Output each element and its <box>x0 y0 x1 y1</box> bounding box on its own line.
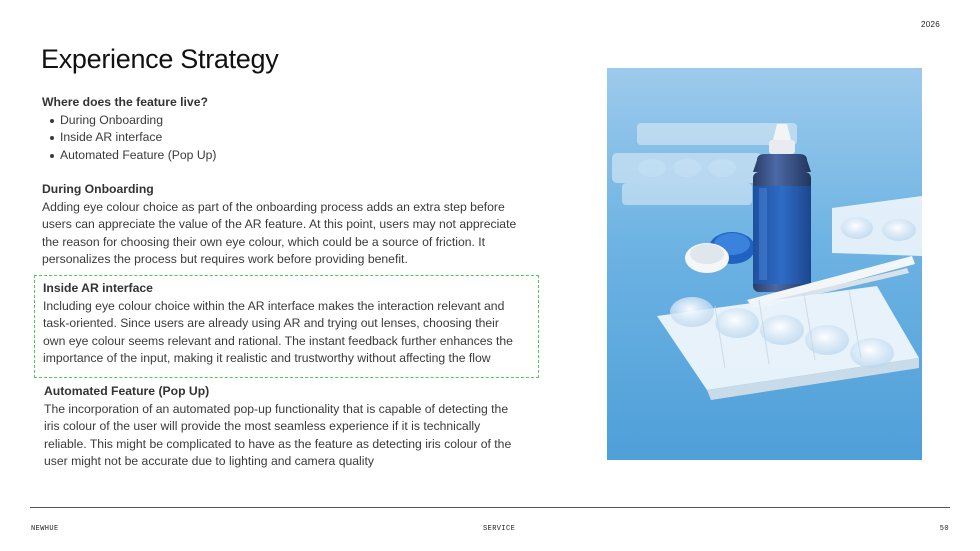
list-item: Inside AR interface <box>49 129 532 147</box>
footer-divider <box>30 507 950 508</box>
section-line: personalizes the process but requires work before providing benefit. <box>42 252 408 267</box>
section-line: iris colour of the user will provide the most seamless experience if it is technically <box>44 419 481 434</box>
section-automated-popup <box>44 383 534 471</box>
page-number: 50 <box>939 525 949 533</box>
page-title: Experience Strategy <box>41 44 279 74</box>
section-line: Including eye colour choice within the AR interface makes the interaction relevant and <box>43 298 505 313</box>
section-ar-interface-highlight <box>34 275 539 378</box>
feature-location-list <box>49 112 532 165</box>
section-heading: Automated Feature (Pop Up) <box>44 384 210 398</box>
section-line: users can appreciate the value of the AR feature. At this point, users may not appreciate <box>42 217 517 232</box>
footer-brand: NEWHUE <box>31 525 59 533</box>
contact-lens-product-photo <box>607 68 922 460</box>
list-item: During Onboarding <box>49 112 532 130</box>
section-line: own eye colour seems relevant and rational. The instant feedback further enhances the <box>43 333 513 348</box>
list-item: Automated Feature (Pop Up) <box>49 147 532 165</box>
section-line: Adding eye colour choice as part of the onboarding process adds an extra step before <box>42 199 505 214</box>
feature-location-block <box>42 94 532 164</box>
section-onboarding <box>42 181 532 269</box>
section-line: the reason for choosing their own eye colour, which could be a source of friction. It <box>42 234 486 249</box>
section-heading: During Onboarding <box>42 182 154 196</box>
section-line: user might not be accurate due to lighting and camera quality <box>44 454 374 469</box>
section-line: importance of the input, making it realistic and trustworthy without affecting the flow <box>43 351 491 366</box>
feature-location-heading: Where does the feature live? <box>42 95 208 109</box>
section-line: task-oriented. Since users are already using AR and trying out lenses, choosing their <box>43 316 499 331</box>
section-line: The incorporation of an automated pop-up functionality that is capable of detecting the <box>44 401 509 416</box>
footer-section: SERVICE <box>483 525 516 533</box>
section-heading: Inside AR interface <box>43 281 153 295</box>
section-line: reliable. This might be complicated to have as the feature as detecting iris colour of the <box>44 436 512 451</box>
year-label: 2026 <box>921 20 940 29</box>
